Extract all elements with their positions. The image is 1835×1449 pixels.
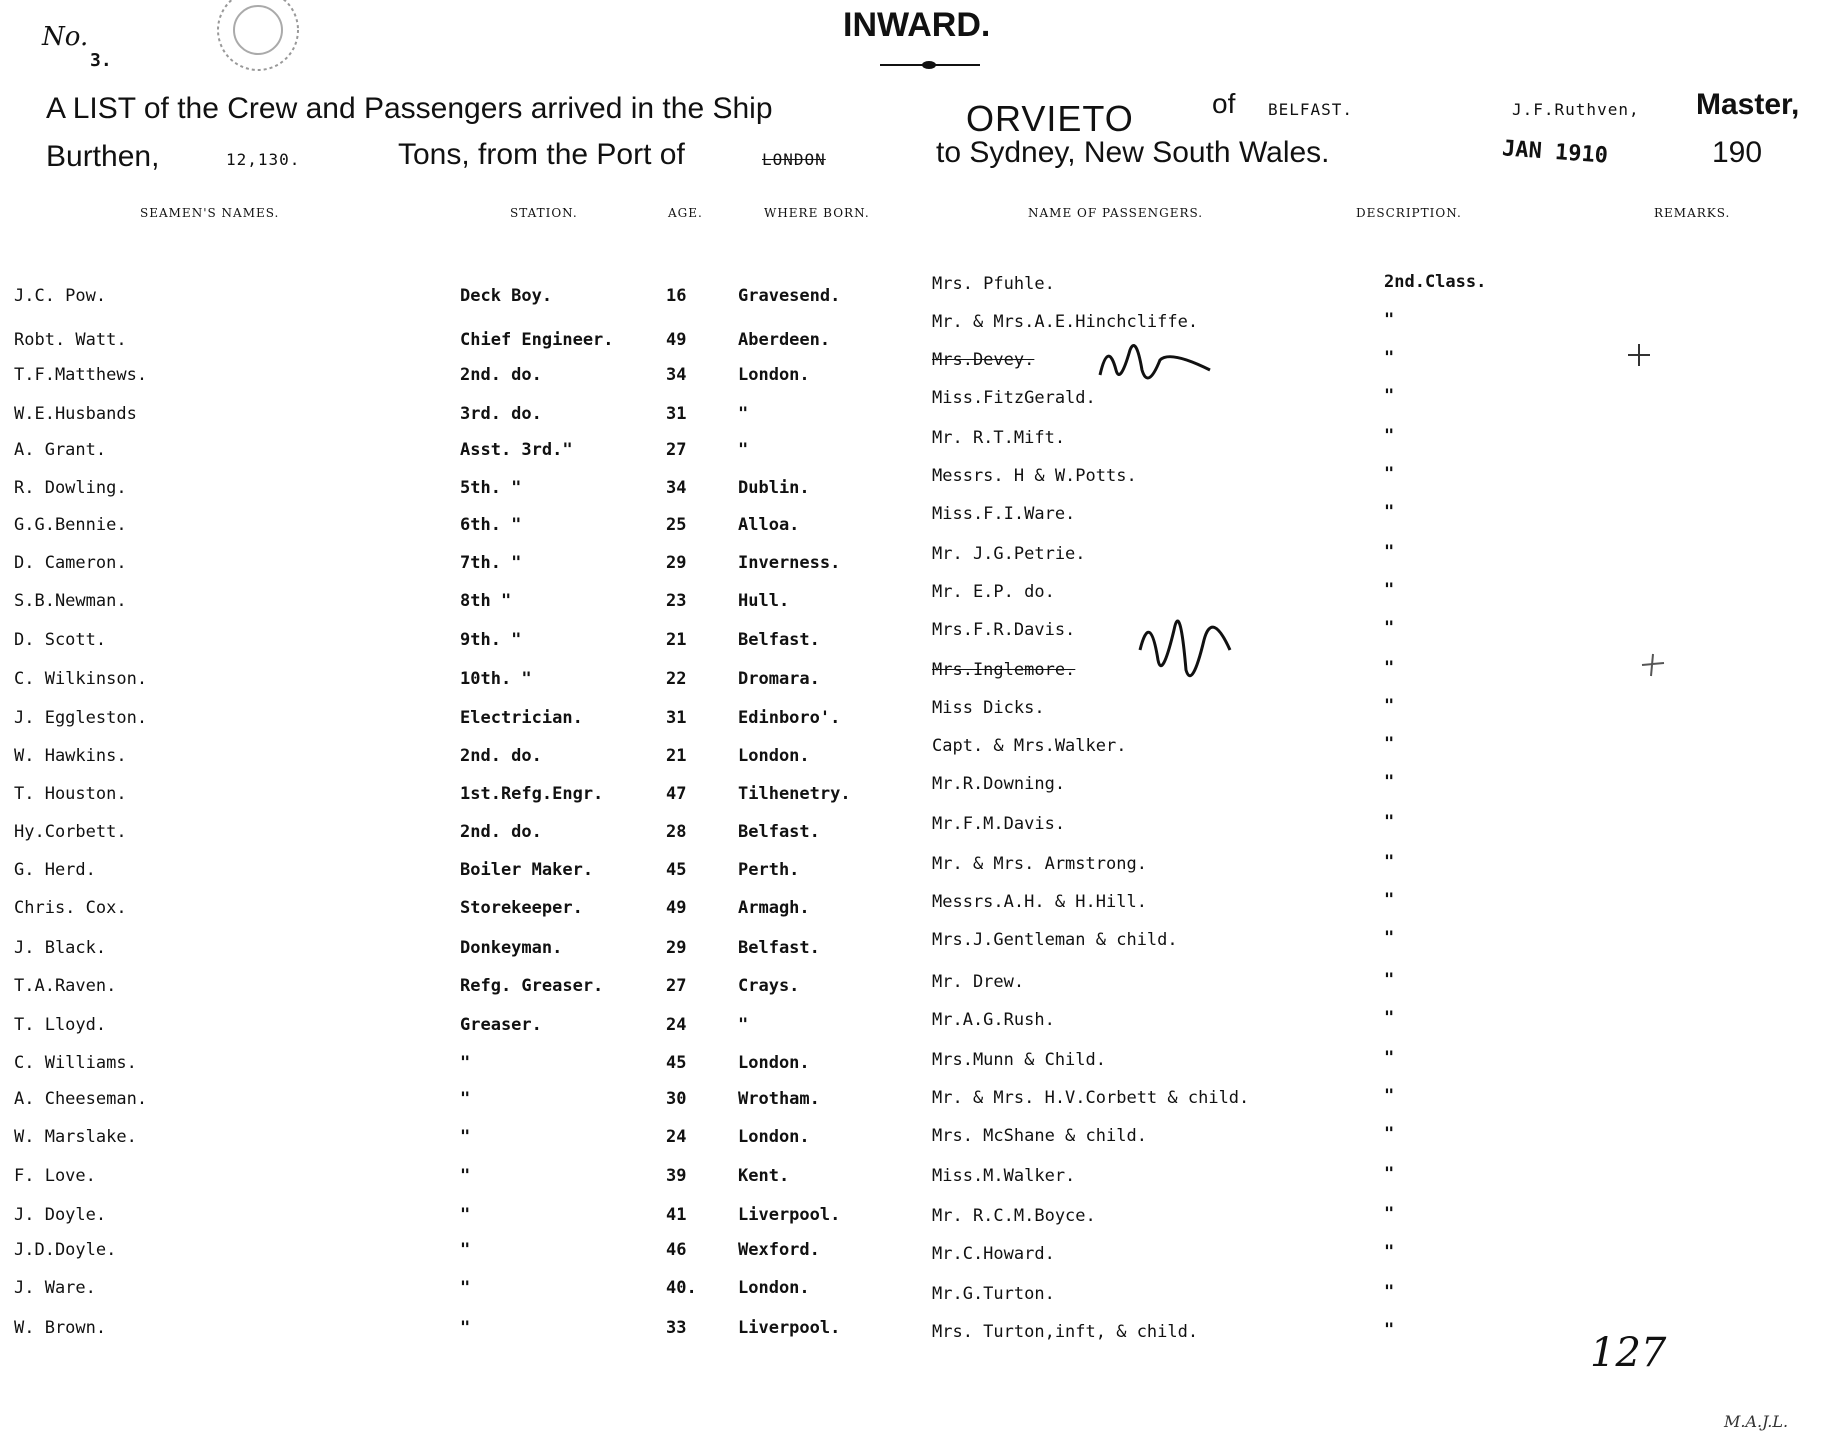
passenger-description: " xyxy=(1384,464,1395,484)
date-stamp: JAN 1910 xyxy=(1501,136,1609,169)
seaman-age: 33 xyxy=(666,1318,687,1338)
year-label: 190 xyxy=(1712,136,1763,169)
seaman-age: 47 xyxy=(666,784,687,804)
passenger-description: " xyxy=(1384,1048,1395,1068)
passenger-name: Mr. Drew. xyxy=(932,972,1025,992)
seaman-age: 16 xyxy=(666,286,687,306)
seaman-station: 5th. " xyxy=(460,478,522,498)
seaman-name: Hy.Corbett. xyxy=(14,822,127,842)
passenger-name: Mr. R.T.Mift. xyxy=(932,428,1066,448)
passenger-name: Miss Dicks. xyxy=(932,698,1045,718)
seaman-birthplace: Tilhenetry. xyxy=(738,784,851,804)
seaman-age: 31 xyxy=(666,404,687,424)
seaman-age: 24 xyxy=(666,1015,687,1035)
passenger-description: " xyxy=(1384,310,1395,330)
seaman-name: F. Love. xyxy=(14,1166,96,1186)
seaman-age: 27 xyxy=(666,976,687,996)
seaman-age: 49 xyxy=(666,330,687,350)
seaman-birthplace: " xyxy=(738,440,749,460)
passenger-description: " xyxy=(1384,852,1395,872)
of-label: of xyxy=(1212,88,1236,119)
master-label: Master, xyxy=(1696,88,1800,121)
passenger-name: Mr. R.C.M.Boyce. xyxy=(932,1206,1096,1226)
seaman-station: " xyxy=(460,1053,471,1073)
seaman-birthplace: Dromara. xyxy=(738,669,820,689)
seaman-age: 39 xyxy=(666,1166,687,1186)
seaman-birthplace: Dublin. xyxy=(738,478,810,498)
seaman-station: Deck Boy. xyxy=(460,286,553,306)
seaman-age: 31 xyxy=(666,708,687,728)
seaman-age: 40. xyxy=(666,1278,697,1298)
passenger-name: Mr.F.M.Davis. xyxy=(932,814,1066,834)
seaman-birthplace: London. xyxy=(738,1278,810,1298)
passenger-name: Mrs.Devey. xyxy=(932,350,1035,370)
seaman-birthplace: Belfast. xyxy=(738,630,820,650)
seaman-name: D. Scott. xyxy=(14,630,107,650)
list-number-label: No. xyxy=(42,22,89,52)
passenger-description: " xyxy=(1384,658,1395,678)
remark-tick-1 xyxy=(1624,340,1654,370)
passenger-description: " xyxy=(1384,1008,1395,1028)
passenger-description: " xyxy=(1384,1204,1395,1224)
passenger-name: Mr. J.G.Petrie. xyxy=(932,544,1086,564)
passenger-description: " xyxy=(1384,772,1395,792)
seaman-station: 6th. " xyxy=(460,515,522,535)
seaman-name: J. Doyle. xyxy=(14,1205,107,1225)
passenger-description: " xyxy=(1384,618,1395,638)
seaman-birthplace: Liverpool. xyxy=(738,1318,841,1338)
passenger-name: Mrs.J.Gentleman & child. xyxy=(932,930,1178,950)
passenger-description: " xyxy=(1384,1282,1395,1302)
seaman-station: 2nd. do. xyxy=(460,746,542,766)
seaman-name: D. Cameron. xyxy=(14,553,127,573)
seaman-birthplace: Belfast. xyxy=(738,822,820,842)
tons-label: Tons, from the Port of xyxy=(398,138,685,171)
passenger-description: " xyxy=(1384,348,1395,368)
seaman-name: C. Williams. xyxy=(14,1053,137,1073)
seaman-name: J. Ware. xyxy=(14,1278,96,1298)
seaman-birthplace: Inverness. xyxy=(738,553,841,573)
seaman-station: Donkeyman. xyxy=(460,938,563,958)
seaman-name: W.E.Husbands xyxy=(14,404,137,424)
seaman-age: 34 xyxy=(666,365,687,385)
seaman-station: 2nd. do. xyxy=(460,822,542,842)
seaman-station: " xyxy=(460,1089,471,1109)
column-remarks: REMARKS. xyxy=(1654,206,1731,220)
passenger-name: Messrs. H & W.Potts. xyxy=(932,466,1137,486)
passenger-description: " xyxy=(1384,1164,1395,1184)
passenger-name: Miss.F.I.Ware. xyxy=(932,504,1076,524)
seaman-age: 21 xyxy=(666,746,687,766)
seaman-station: 10th. " xyxy=(460,669,532,689)
seaman-name: T.A.Raven. xyxy=(14,976,117,996)
column-station: STATION. xyxy=(510,206,578,220)
seaman-name: Robt. Watt. xyxy=(14,330,127,350)
seaman-station: Storekeeper. xyxy=(460,898,583,918)
seaman-name: A. Cheeseman. xyxy=(14,1089,148,1109)
seaman-age: 34 xyxy=(666,478,687,498)
passenger-description: " xyxy=(1384,1124,1395,1144)
passenger-name: Mr.G.Turton. xyxy=(932,1284,1055,1304)
seaman-name: J.C. Pow. xyxy=(14,286,107,306)
seaman-birthplace: Gravesend. xyxy=(738,286,841,306)
seaman-age: 29 xyxy=(666,553,687,573)
seaman-name: J. Black. xyxy=(14,938,107,958)
seaman-birthplace: Aberdeen. xyxy=(738,330,831,350)
seaman-birthplace: London. xyxy=(738,746,810,766)
passenger-description: " xyxy=(1384,890,1395,910)
seaman-birthplace: Wexford. xyxy=(738,1240,820,1260)
burthen-value: 12,130. xyxy=(226,150,301,169)
master-name: J.F.Ruthven, xyxy=(1512,100,1640,119)
column-where-born: WHERE BORN. xyxy=(764,206,870,220)
passenger-name: Mr. & Mrs.A.E.Hinchcliffe. xyxy=(932,312,1199,332)
seaman-age: 24 xyxy=(666,1127,687,1147)
seaman-name: W. Hawkins. xyxy=(14,746,127,766)
departure-port: LONDON xyxy=(762,150,826,169)
list-number-value: 3. xyxy=(90,50,112,71)
postmark-stamp xyxy=(206,0,312,78)
seaman-age: 30 xyxy=(666,1089,687,1109)
passenger-name: Mrs. Turton,inft, & child. xyxy=(932,1322,1199,1342)
seaman-age: 21 xyxy=(666,630,687,650)
passenger-name: Messrs.A.H. & H.Hill. xyxy=(932,892,1147,912)
seaman-name: G. Herd. xyxy=(14,860,96,880)
passenger-description: " xyxy=(1384,734,1395,754)
passenger-description: " xyxy=(1384,928,1395,948)
seaman-station: Chief Engineer. xyxy=(460,330,614,350)
passenger-description: " xyxy=(1384,1086,1395,1106)
passenger-name: Mrs.Munn & Child. xyxy=(932,1050,1106,1070)
seaman-birthplace: Belfast. xyxy=(738,938,820,958)
seaman-name: C. Wilkinson. xyxy=(14,669,148,689)
seaman-station: Asst. 3rd." xyxy=(460,440,573,460)
port-of-registry: BELFAST. xyxy=(1268,100,1354,119)
passenger-description: " xyxy=(1384,696,1395,716)
passenger-name: Mr.A.G.Rush. xyxy=(932,1010,1055,1030)
passenger-description: " xyxy=(1384,580,1395,600)
seaman-age: 27 xyxy=(666,440,687,460)
seaman-age: 46 xyxy=(666,1240,687,1260)
passenger-description: " xyxy=(1384,542,1395,562)
seaman-name: Chris. Cox. xyxy=(14,898,127,918)
passenger-name: Mr.R.Downing. xyxy=(932,774,1066,794)
seaman-birthplace: Armagh. xyxy=(738,898,810,918)
seaman-name: T. Houston. xyxy=(14,784,127,804)
passenger-description: " xyxy=(1384,426,1395,446)
seaman-name: R. Dowling. xyxy=(14,478,127,498)
ship-name: ORVIETO xyxy=(966,98,1134,139)
seaman-station: " xyxy=(460,1318,471,1338)
seaman-birthplace: Hull. xyxy=(738,591,790,611)
seaman-station: 8th " xyxy=(460,591,512,611)
seaman-name: W. Marslake. xyxy=(14,1127,137,1147)
margin-note: M.A.J.L. xyxy=(1724,1412,1789,1431)
passenger-name: Miss.FitzGerald. xyxy=(932,388,1096,408)
passenger-description: 2nd.Class. xyxy=(1384,272,1487,292)
passenger-description: " xyxy=(1384,1320,1395,1340)
seaman-station: " xyxy=(460,1240,471,1260)
seaman-age: 45 xyxy=(666,860,687,880)
passenger-name: Mrs. McShane & child. xyxy=(932,1126,1147,1146)
seaman-birthplace: Wrotham. xyxy=(738,1089,820,1109)
passenger-description: " xyxy=(1384,812,1395,832)
seaman-station: 7th. " xyxy=(460,553,522,573)
passenger-name: Mrs.F.R.Davis. xyxy=(932,620,1076,640)
seaman-age: 22 xyxy=(666,669,687,689)
destination: to Sydney, New South Wales. xyxy=(936,136,1330,169)
seaman-birthplace: London. xyxy=(738,1127,810,1147)
seaman-station: 9th. " xyxy=(460,630,522,650)
seaman-birthplace: " xyxy=(738,404,749,424)
passenger-name: Mr. E.P. do. xyxy=(932,582,1055,602)
seaman-station: " xyxy=(460,1278,471,1298)
seaman-station: " xyxy=(460,1127,471,1147)
seaman-birthplace: Edinboro'. xyxy=(738,708,841,728)
seaman-age: 29 xyxy=(666,938,687,958)
title-line-1: A LIST of the Crew and Passengers arrived in the Ship xyxy=(46,92,773,125)
heading-rule xyxy=(880,64,980,66)
seaman-station: Greaser. xyxy=(460,1015,542,1035)
handwritten-initials-1 xyxy=(1090,330,1220,390)
passenger-name: Mrs. Pfuhle. xyxy=(932,274,1055,294)
seaman-birthplace: London. xyxy=(738,1053,810,1073)
seaman-age: 23 xyxy=(666,591,687,611)
passenger-name: Mr.C.Howard. xyxy=(932,1244,1055,1264)
seaman-name: W. Brown. xyxy=(14,1318,107,1338)
remark-tick-2 xyxy=(1638,650,1668,680)
seaman-age: 45 xyxy=(666,1053,687,1073)
passenger-description: " xyxy=(1384,386,1395,406)
seaman-station: Boiler Maker. xyxy=(460,860,594,880)
seaman-name: S.B.Newman. xyxy=(14,591,127,611)
column-age: AGE. xyxy=(668,206,703,220)
seaman-name: G.G.Bennie. xyxy=(14,515,127,535)
seaman-name: A. Grant. xyxy=(14,440,107,460)
seaman-station: 1st.Refg.Engr. xyxy=(460,784,604,804)
page-heading: INWARD. xyxy=(843,6,991,44)
passenger-name: Miss.M.Walker. xyxy=(932,1166,1076,1186)
handwritten-initials-2 xyxy=(1130,590,1240,700)
seaman-station: " xyxy=(460,1205,471,1225)
column-seamen-names: SEAMEN'S NAMES. xyxy=(140,206,280,220)
seaman-birthplace: Liverpool. xyxy=(738,1205,841,1225)
passenger-name: Mr. & Mrs. Armstrong. xyxy=(932,854,1147,874)
seaman-birthplace: Alloa. xyxy=(738,515,800,535)
seaman-station: Refg. Greaser. xyxy=(460,976,604,996)
passenger-description: " xyxy=(1384,502,1395,522)
passenger-description: " xyxy=(1384,970,1395,990)
seaman-station: " xyxy=(460,1166,471,1186)
seaman-name: J. Eggleston. xyxy=(14,708,148,728)
seaman-name: J.D.Doyle. xyxy=(14,1240,117,1260)
seaman-birthplace: " xyxy=(738,1015,749,1035)
passenger-name: Mr. & Mrs. H.V.Corbett & child. xyxy=(932,1088,1250,1108)
seaman-birthplace: Crays. xyxy=(738,976,800,996)
seaman-birthplace: London. xyxy=(738,365,810,385)
page-number: 127 xyxy=(1590,1330,1667,1376)
passenger-name: Capt. & Mrs.Walker. xyxy=(932,736,1127,756)
burthen-label: Burthen, xyxy=(46,140,160,173)
seaman-name: T. Lloyd. xyxy=(14,1015,107,1035)
seaman-age: 49 xyxy=(666,898,687,918)
seaman-birthplace: Kent. xyxy=(738,1166,790,1186)
seaman-birthplace: Perth. xyxy=(738,860,800,880)
seaman-age: 25 xyxy=(666,515,687,535)
seaman-age: 41 xyxy=(666,1205,687,1225)
column-passenger-names: NAME OF PASSENGERS. xyxy=(1028,206,1204,220)
column-description: DESCRIPTION. xyxy=(1356,206,1462,220)
passenger-description: " xyxy=(1384,1242,1395,1262)
seaman-station: 3rd. do. xyxy=(460,404,542,424)
passenger-name: Mrs.Inglemore. xyxy=(932,660,1076,680)
seaman-name: T.F.Matthews. xyxy=(14,365,148,385)
seaman-age: 28 xyxy=(666,822,687,842)
seaman-station: 2nd. do. xyxy=(460,365,542,385)
seaman-station: Electrician. xyxy=(460,708,583,728)
